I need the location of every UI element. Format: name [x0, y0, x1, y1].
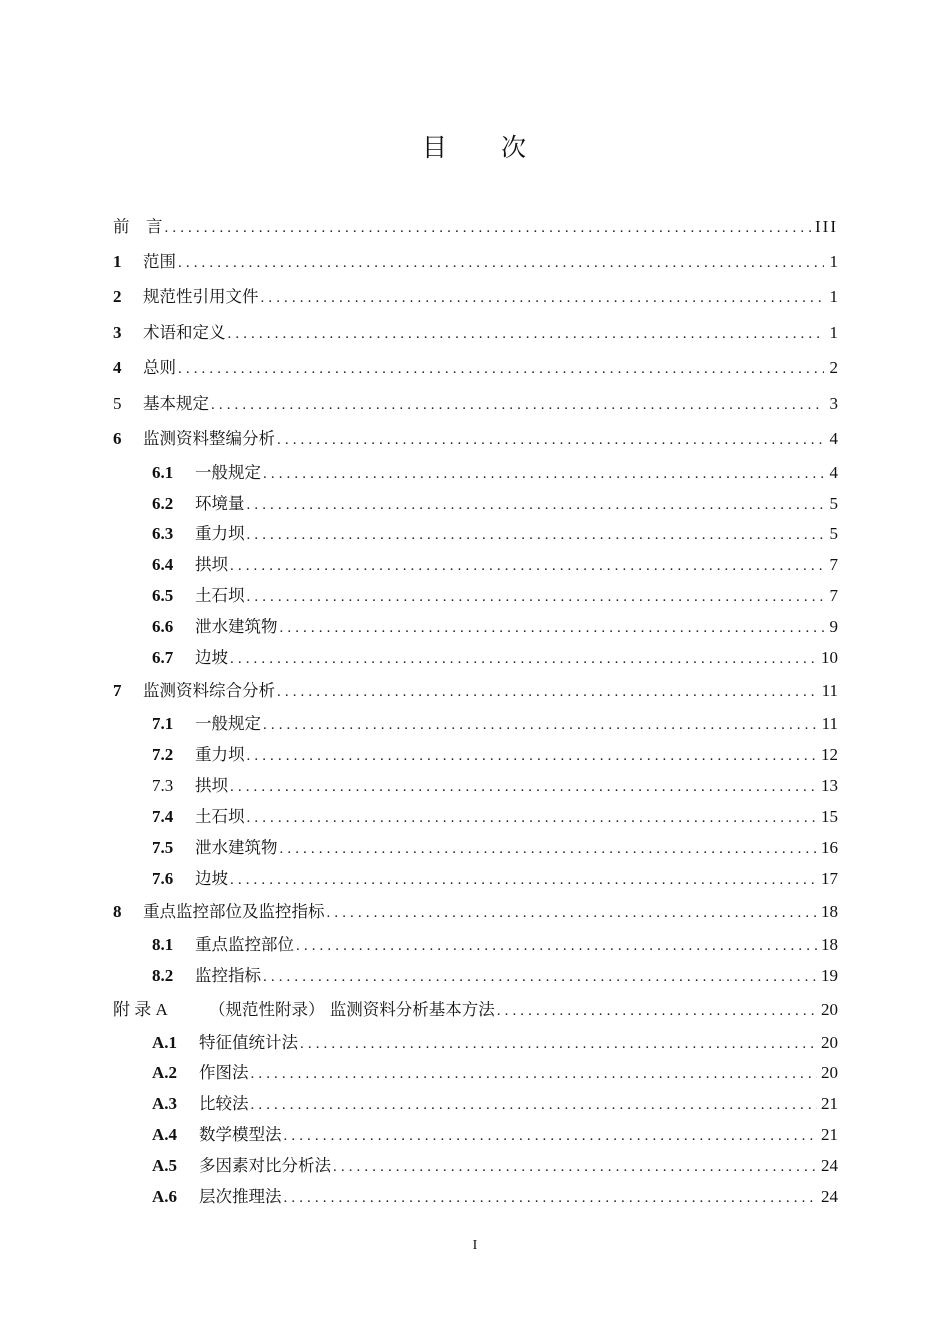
toc-entry-page: 1 — [829, 287, 838, 306]
toc-entry-label: 拱坝 — [195, 776, 228, 795]
toc-entry-number: 3 — [113, 323, 122, 342]
title-char-right: 次 — [501, 133, 529, 162]
toc-entry-page: 4 — [829, 463, 838, 482]
toc-dot-leader — [263, 717, 818, 734]
toc-entry-label: （规范性附录） 监测资料分析基本方法 — [209, 1000, 495, 1019]
toc-entry[interactable] — [152, 1029, 838, 1053]
toc-entry-number: A.4 — [152, 1125, 178, 1144]
toc-dot-leader — [165, 220, 812, 237]
toc-dot-leader — [211, 397, 824, 414]
toc-entry-page: 21 — [821, 1125, 838, 1144]
toc-entry-number: A.2 — [152, 1063, 178, 1082]
page-number: I — [472, 1238, 478, 1253]
toc-entry[interactable] — [152, 710, 838, 734]
toc-entry-number: 6.2 — [152, 494, 174, 513]
toc-entry-label: 比较法 — [199, 1094, 249, 1113]
toc-entry-number: A.3 — [152, 1094, 178, 1113]
toc-dot-leader — [284, 1190, 818, 1207]
toc-dot-leader — [296, 938, 817, 955]
toc-dot-leader — [280, 620, 825, 637]
toc-entry-label: 范围 — [143, 252, 176, 271]
toc-entry-label: 作图法 — [199, 1063, 249, 1082]
toc-entry-label: 重点监控部位及监控指标 — [143, 902, 325, 921]
toc-dot-leader — [247, 527, 825, 544]
toc-entry-page: 4 — [829, 429, 838, 448]
toc-entry-number: 6 — [113, 429, 122, 448]
toc-dot-leader — [251, 1066, 818, 1083]
toc-entry-label: 监控指标 — [195, 966, 261, 985]
toc-entry-number: 8.2 — [152, 966, 174, 985]
toc-entry-number: 5 — [113, 394, 122, 413]
toc-entry[interactable] — [113, 995, 838, 1019]
toc-entry-label: 土石坝 — [195, 807, 245, 826]
toc-entry-page: III — [815, 217, 838, 236]
toc-dot-leader — [300, 1036, 817, 1053]
toc-entry-page: 11 — [821, 714, 838, 733]
toc-entry[interactable] — [152, 931, 838, 955]
toc-entry-label: 前 言 — [113, 217, 163, 236]
toc-entry[interactable] — [113, 677, 838, 701]
toc-entry-number: 2 — [113, 287, 122, 306]
toc-entry[interactable] — [152, 613, 838, 637]
toc-entry-number: 1 — [113, 252, 122, 271]
toc-entry[interactable] — [113, 213, 838, 237]
toc-entry[interactable] — [113, 354, 838, 378]
toc-entry-page: 24 — [821, 1187, 838, 1206]
toc-entry-number: 8 — [113, 902, 122, 921]
toc-entry-page: 1 — [829, 252, 838, 271]
toc-entry-number: 6.1 — [152, 463, 174, 482]
toc-entry-page: 11 — [821, 681, 838, 700]
toc-entry-number: 7.5 — [152, 838, 174, 857]
toc-entry-number: 6.7 — [152, 648, 174, 667]
toc-dot-leader — [333, 1159, 817, 1176]
toc-dot-leader — [251, 1097, 818, 1114]
toc-entry[interactable] — [152, 834, 838, 858]
toc-entry-label: 泄水建筑物 — [195, 838, 278, 857]
toc-entry[interactable] — [113, 319, 838, 343]
toc-dot-leader — [277, 684, 818, 701]
toc-entry[interactable] — [113, 248, 838, 272]
toc-entry-page: 10 — [821, 648, 838, 667]
toc-entry[interactable] — [152, 865, 838, 889]
toc-entry-page: 16 — [821, 838, 838, 857]
toc-entry-label: 术语和定义 — [143, 323, 226, 342]
toc-entry[interactable] — [152, 520, 838, 544]
toc-entry-page: 18 — [821, 902, 838, 921]
toc-entry[interactable] — [113, 898, 838, 922]
toc-entry-number: 7.3 — [152, 776, 174, 795]
toc-entry-number: 8.1 — [152, 935, 174, 954]
toc-entry[interactable] — [113, 283, 838, 307]
toc-entry[interactable] — [113, 425, 838, 449]
toc-dot-leader — [247, 748, 818, 765]
toc-entry[interactable] — [152, 741, 838, 765]
toc-entry-label: 监测资料整编分析 — [143, 429, 275, 448]
toc-entry-label: 边坡 — [195, 869, 228, 888]
toc-entry-label: 规范性引用文件 — [143, 287, 259, 306]
toc-entry-page: 20 — [821, 1000, 838, 1019]
toc-dot-leader — [228, 326, 825, 343]
toc-entry-page: 5 — [829, 524, 838, 543]
toc-entry[interactable] — [152, 490, 838, 514]
toc-dot-leader — [178, 255, 824, 272]
title-char-left: 目 — [421, 133, 449, 162]
toc-entry[interactable] — [152, 1152, 838, 1176]
toc-entry-label: 一般规定 — [195, 714, 261, 733]
toc-entry-number: A.6 — [152, 1187, 178, 1206]
toc-dot-leader — [230, 651, 817, 668]
toc-dot-leader — [247, 810, 818, 827]
toc-entry-label: 土石坝 — [195, 586, 245, 605]
toc-entry-page: 18 — [821, 935, 838, 954]
toc-entry-page: 20 — [821, 1063, 838, 1082]
toc-entry[interactable] — [152, 644, 838, 668]
toc-entry-number: 7.6 — [152, 869, 174, 888]
toc-entry[interactable] — [152, 772, 838, 796]
toc-entry-label: 多因素对比分析法 — [199, 1156, 331, 1175]
toc-entry-number: A.1 — [152, 1033, 178, 1052]
toc-entry-label: 重点监控部位 — [195, 935, 294, 954]
toc-entry-page: 19 — [821, 966, 838, 985]
toc-dot-leader — [230, 779, 817, 796]
toc-entry-label: 环境量 — [195, 494, 245, 513]
toc-entry[interactable] — [152, 1090, 838, 1114]
toc-entry-number: A.5 — [152, 1156, 178, 1175]
toc-entry-page: 21 — [821, 1094, 838, 1113]
toc-entry[interactable] — [152, 1059, 838, 1083]
toc-entry-page: 5 — [829, 494, 838, 513]
toc-entry-page: 3 — [829, 394, 838, 413]
toc-entry-label: 一般规定 — [195, 463, 261, 482]
toc-entry-label: 基本规定 — [143, 394, 209, 413]
toc-entry-number: 6.5 — [152, 586, 174, 605]
toc-entry-page: 12 — [821, 745, 838, 764]
toc-dot-leader — [263, 969, 817, 986]
toc-dot-leader — [263, 466, 824, 483]
toc-entry-page: 13 — [821, 776, 838, 795]
toc-dot-leader — [277, 432, 824, 449]
toc-entry-label: 数学模型法 — [199, 1125, 282, 1144]
toc-entry-label: 边坡 — [195, 648, 228, 667]
toc-entry[interactable] — [152, 803, 838, 827]
toc-entry-number: 7 — [113, 681, 122, 700]
toc-entry-label: 监测资料综合分析 — [143, 681, 275, 700]
toc-dot-leader — [230, 872, 817, 889]
toc-entry-label: 泄水建筑物 — [195, 617, 278, 636]
toc-entry-page: 17 — [821, 869, 838, 888]
toc-entry[interactable] — [152, 962, 838, 986]
toc-entry-label: 特征值统计法 — [199, 1033, 298, 1052]
toc-entry-page: 1 — [829, 323, 838, 342]
toc-entry-label: 拱坝 — [195, 555, 228, 574]
toc-entry[interactable] — [152, 551, 838, 575]
toc-entry-number: 7.1 — [152, 714, 174, 733]
toc-entry-label: 重力坝 — [195, 524, 245, 543]
toc-entry[interactable] — [113, 390, 838, 414]
toc-entry-page: 15 — [821, 807, 838, 826]
toc-entry-page: 7 — [829, 555, 838, 574]
toc-entry-page: 9 — [829, 617, 838, 636]
toc-entry-label: 重力坝 — [195, 745, 245, 764]
toc-entry-number: 6.4 — [152, 555, 174, 574]
toc-dot-leader — [247, 589, 825, 606]
toc-dot-leader — [230, 558, 824, 575]
toc-dot-leader — [247, 497, 825, 514]
toc-entry-page: 24 — [821, 1156, 838, 1175]
toc-entry-number: 附 录 A — [113, 1000, 168, 1019]
toc-dot-leader — [284, 1128, 818, 1145]
toc-entry[interactable] — [152, 1183, 838, 1207]
toc-entry-label: 层次推理法 — [199, 1187, 282, 1206]
toc-entry-page: 7 — [829, 586, 838, 605]
toc-dot-leader — [280, 841, 818, 858]
toc-entry-number: 6.3 — [152, 524, 174, 543]
toc-entry[interactable] — [152, 459, 838, 483]
toc-dot-leader — [178, 361, 824, 378]
toc-entry-label: 总则 — [143, 358, 176, 377]
toc-entry-number: 4 — [113, 358, 122, 377]
toc-dot-leader — [327, 905, 818, 922]
toc-entry[interactable] — [152, 582, 838, 606]
toc-entry[interactable] — [152, 1121, 838, 1145]
toc-entry-page: 20 — [821, 1033, 838, 1052]
toc-entry-page: 2 — [829, 358, 838, 377]
toc-entry-number: 6.6 — [152, 617, 174, 636]
toc-dot-leader — [497, 1003, 817, 1020]
toc-dot-leader — [261, 290, 825, 307]
toc-entry-number: 7.4 — [152, 807, 174, 826]
toc-entry-number: 7.2 — [152, 745, 174, 764]
